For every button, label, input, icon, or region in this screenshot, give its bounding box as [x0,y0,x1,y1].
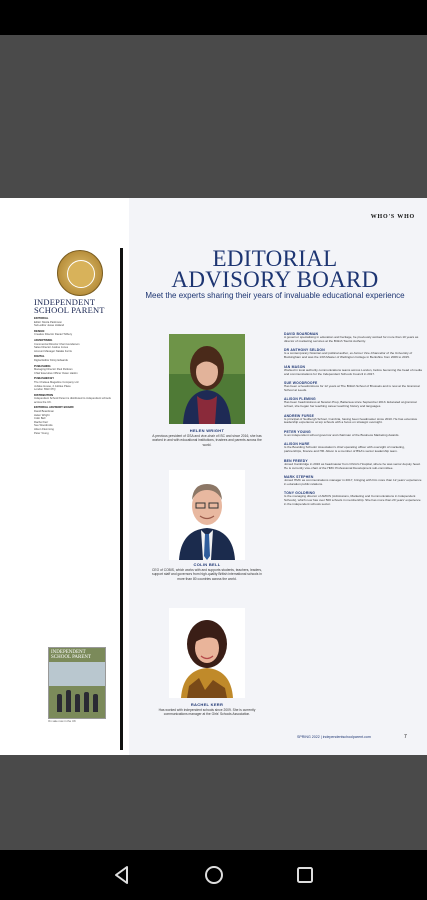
credit-group [34,330,118,337]
featured-bio: Has worked with independent schools since 2009. She is currently communications manager at the Girls' Schools Association. [158,708,256,717]
home-circle-icon [204,865,224,885]
portrait-photo-helen-wright [169,334,245,424]
credit-heading: DESIGN [34,329,45,333]
cover-caption: On sale now in the UK [48,719,76,723]
list-item: ANDREW FURSE Is principal of Sedbergh School, Cumbria, having been headmaster since 2010. He has extensive leadership experience at top schools with a focus on strategic oversight. [284,413,418,425]
title-line2: ADVISORY BOARD [171,267,379,292]
credit-heading: DIGITAL [34,355,45,359]
list-item: ALISON HARE Is the Boarding Schools' Association's chief operating officer with oversight of marketing, partnerships, finance and HR. Alison is a member of BSA's senior leadership team. [284,442,405,454]
recents-square-icon [295,865,315,885]
recents-button[interactable] [295,865,315,885]
portrait-photo-rachel-kerr [169,608,245,698]
list-item: PETER YOUNG Is an independent school governor and chairman of the Business Marketing Awards. [284,429,400,437]
credit-heading: DISTRIBUTION [34,393,54,397]
masthead-column [0,198,129,755]
credit-heading: PUBLISHING [34,364,51,368]
page-footer: SPRING 2022 | independentschoolparent.com [297,735,371,739]
credit-line: Editor Nicola Parkinson [34,320,62,324]
credit-line: Jubilee House, 2 Jubilee Place [34,384,71,388]
pdf-viewer-area[interactable] [0,35,427,850]
featured-name: HELEN WRIGHT [189,428,225,433]
featured-name: RACHEL KERR [190,702,224,707]
section-label: WHO'S WHO [370,214,415,220]
list-item: DAVID BOARDMAN A governor specialising in education and heritage, he previously worked for more than 10 years as director of marketing services at the British Tourist Authority. [284,332,419,343]
page-title [145,248,405,290]
credit-line: David Boardman [34,410,55,414]
credit-line: Sales Director Justine Jones [34,346,69,350]
credits-list [34,315,118,435]
masthead-line1: INDEPENDENT [34,297,96,307]
credit-line: Digital Editor Kirsty Edwards [34,358,68,362]
credit-line: Rachel Kerr [34,420,49,424]
list-item: SUE WOODROOFE Has been a headmistress for 12 years at The British School of Brussels and is now at the Grammar School at Leeds. [284,380,420,392]
credit-line: Account Manager Natalie Ferris [34,349,72,353]
featured-bio: CEO of COBIS, which works with and supports students, teachers, leaders, support staff and governors from high-quality British international schools in more than 80 countries across the world. [152,568,262,581]
editorial-board-column [129,198,427,755]
credit-line: London SW3 3TQ [34,388,56,392]
credit-group [34,317,118,328]
cover-title: INDEPENDENT SCHOOL PARENT [51,650,92,660]
credit-line: Independent School Parent is distributed to independent schools across the UK. [34,397,111,404]
credit-line: The Chelsea Magazine Company Ltd [34,380,79,384]
list-item: DR ANTHONY SELDON Is a contemporary historian and political author, ex-former Vice-Chancellor of the University of Buckingham and was the 13th Master of Wellington College in Berkshire from 2006 to 2015. [284,348,413,360]
home-button[interactable] [204,865,224,885]
credit-group [34,339,118,353]
credit-heading: EDITORIAL [34,317,49,320]
magazine-spread[interactable] [0,198,427,755]
credit-line: Sue Woodroofe [34,424,53,428]
portrait-photo-colin-bell [169,470,245,560]
list-item: MARK STEPHEN Joined HMC as communications manager in 2017, bringing with him more than 12 years' experience in education public relations. [284,474,422,486]
list-item: IAN MASON Worked in local authority communications teams across London, before becoming the head of media and communications for the Independent Schools Council in 2017. [284,364,422,376]
credit-group [34,394,118,405]
list-item: BEN FREEDY Joined Cambridge in 2016 as headmaster from Christ's Hospital, where he was senior deputy head. He is currently vice-chair of the HMC Professional Development sub-committee. [284,458,421,470]
award-badge-icon [57,250,103,296]
credit-group [34,355,118,362]
credit-line: Helen Wright [34,413,50,417]
credit-line: Alison Flemming [34,428,54,432]
credit-line: Chief Executive Officer Owen Harkin [34,371,78,375]
masthead-line2: SCHOOL PARENT [34,305,105,315]
credit-line: Colin Bell [34,417,46,421]
back-button[interactable] [112,865,132,885]
column-divider [120,248,123,750]
credit-line: Sub-editor Jesse Holland [34,324,65,328]
list-item: TONY GOLDRING Is the managing director of AMCIS (Admissions, Marketing and Communications in Independent Schools), which now has over 500 schools in membership. She has more than 20 years' experience in the independent schools sector. [284,491,421,507]
credit-group [34,365,118,376]
back-triangle-icon [112,865,132,885]
board-member-list [284,332,422,511]
credit-line: Commercial Director Cheri Henderson [34,342,80,346]
page-number: 7 [404,734,407,740]
credit-heading: ADVERTISING [34,338,53,342]
credit-line: Creative Director Daniel Tidbury [34,333,73,337]
credit-line: Peter Young [34,431,49,435]
credit-group [34,406,118,435]
featured-name: COLIN BELL [193,562,221,567]
credit-heading: EDITORIAL ADVISORY BOARD [34,406,74,410]
title-line1: EDITORIAL [212,246,338,271]
featured-bio: A previous president of GSA and vice-chair of ISC and since 2016, she has worked in and with educational institutions, trustees and parents across the world. [152,434,262,447]
magazine-cover-thumbnail [48,647,106,719]
page-subtitle: Meet the experts sharing their years of invaluable educational experience [145,291,405,300]
credit-group [34,377,118,391]
system-navigation-bar [0,850,427,900]
credit-heading: PUBLISHED BY [34,377,55,381]
credit-line: Managing Director Paul Pettican [34,368,73,372]
list-item: ALISON FLEMING Has been headmistress at Newton Prep, Battersea since September 2013. Educated at grammar school, she began her teaching career teaching history and languages. [284,397,417,409]
masthead-logo [34,298,118,314]
